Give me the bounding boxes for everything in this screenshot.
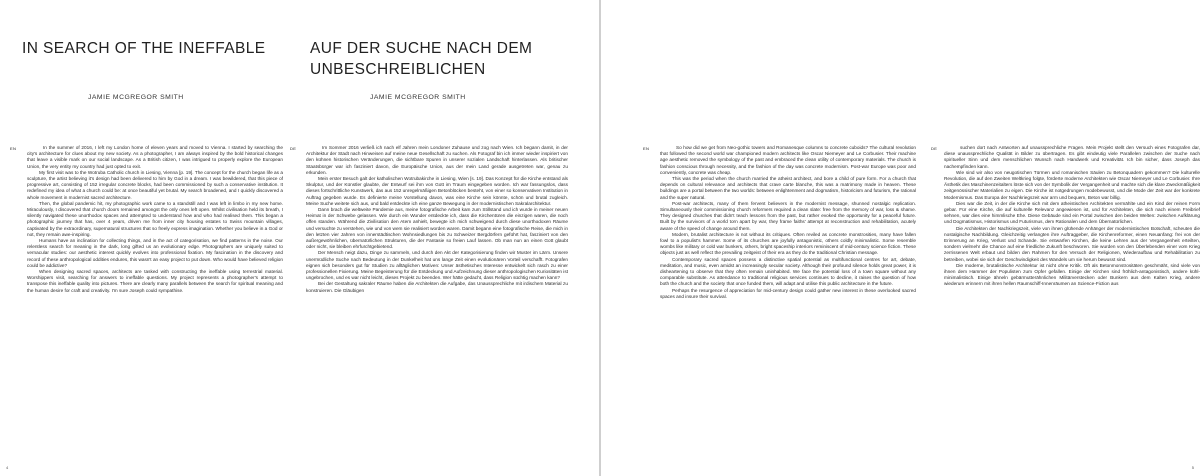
paragraph: Die Architekten der Nachkriegszeit, viele von ihnen glühende Anhänger der modernistischen Botschaft, scheuten die nostalgische Nachbildung. Gleichzeitig verlangten ihre Auftraggeber, die Kirchenreformer, einen Neuanfang: frei von der Erinnerung an Krieg, Verlust und Schande. Sie entwarfen Kirchen, die keine Lehren aus der Vergangenheit erteilten, sondern vielmehr die Chance auf eine friedliche Zukunft beschworen. Sie wurden von den Überlebenden einer vom Krieg zerrissenen Welt erbaut und bilden den Rahmen für den Versuch der Religionen, Wiederaufbau und Rehabilitation zu betreiben, wobei sie sich der Geschwindigkeit des Wandels um sie herum bewusst sind. xyxy=(944,225,1200,262)
german-text-column xyxy=(944,145,1200,445)
author-german: JAMIE MCGREGOR SMITH xyxy=(370,94,466,101)
paragraph: Humans have an inclination for collecting things, and in the act of categorisation, we find patterns in the noise. Our relentless search for meaning in the dark, long gifted us an evolutionary edge. Photographers are uniquely suited to vernacular studies: our aesthetic interest quickly evolves into professional fixation. My fascination in the discovery and record of these anthropological oddities endures, this wasn't an easy project to put down. Who would have believed religion could be addictive? xyxy=(27,238,283,268)
paragraph: Die moderne, brutalistische Architektur ist nicht ohne Kritik. Oft als Betonmonstrositäten geschmäht, sind viele von ihnen dem Hammer der Populisten zum Opfer gefallen. Einige der Kirchen sind fröhlich-antagonistisch, andere kühl-minimalistisch. Einige ähneln gebärmutterähnlichen Militärverstecken oder Bunkern aus dem Kalten Krieg, andere wiederum erinnern mit ihren hellen Raumschiff-Innenräumen an Science-Fiction aus xyxy=(944,262,1200,287)
paragraph: Dies war die Zeit, in der die Kirche sich mit dem atheistischen Architekten vermählte und ein Kind der reinen Form gebar. Für eine Kirche, die auf kulturelle Relevanz angewiesen ist, und für Architekten, die sich nach einem Freibrief sehnen, war dies eine himmlische Ehe. Diese Gebäude sind ein Portal zwischen den beiden Welten: zwischen Aufklärung und Dogmatismus, Historismus und Futurismus, dem Rationalen und dem Übernatürlichen. xyxy=(944,200,1200,225)
left-page xyxy=(0,0,599,476)
paragraph: Mein erster Besuch galt der katholischen Wotrubakirche in Liesing, Wien [s. 19]. Das Konzept für die Kirche entstand als Skulptur, und der Künstler glaubte, der Entwurf sei ihm von Gott im Traum eingegeben worden. Ich war fassungslos, dass dieses fortschrittliche Kunstwerk, das aus 152 unregelmäßigen Betonblöcken besteht, von einer so konservativen Institution in Auftrag gegeben wurde. Es definierte meine Vorstellung davon, was eine Kirche sein könnte, schön und brutal zugleich. Meine Suche weitete sich aus, und bald entdeckte ich eine ganze Bewegung in der modernistischen Sakralarchitektur. xyxy=(306,176,568,206)
language-marker-en: EN xyxy=(10,146,17,151)
english-text-column xyxy=(27,145,283,445)
paragraph: Der Mensch neigt dazu, Dinge zu sammeln, und durch den Akt der Kategorisierung finden wir Muster im Lärm. Unsere unermüdliche Suche nach Bedeutung in der Dunkelheit hat uns lange Zeit einen evolutionären Vorteil verschafft. Fotografen eignen sich besonders gut für Studien zu alltäglichen Motiven: Unser ästhetisches Interesse entwickelt sich rasch zu einer professionellen Fixierung. Meine Begeisterung für die Entdeckung und Aufzeichnung dieser anthropologischen Kuriositäten ist ungebrochen, und es war nicht leicht, dieses Projekt zu beenden. Wer hätte gedacht, dass Religion süchtig machen kann? xyxy=(306,250,568,281)
page-number: 5 xyxy=(1191,465,1194,470)
english-text-column xyxy=(660,145,916,445)
paragraph: Wie sind wir also von neugotischen Türmen und romanischen Säulen zu Betonquadern gekommen? Die kulturelle Revolution, die auf den Zweiten Weltkrieg folgte, förderte moderne Architekten wie Oscar Niemeyer und Le Corbusier. Ihre Ästhetik des Maschinenzeitalters löste sich von der Symbolik der Vergangenheit und machte sich die klare Zweckmäßigkeit zeitgenössischer Materialien zu eigen. Die Kirche ist notgedrungen modebewusst, und die Mode der Zeit war der konkrete Modernismus. Das Europa der Nachkriegszeit war arm und bequem, Beton war billig. xyxy=(944,169,1200,200)
language-marker-de: DE xyxy=(931,146,938,151)
paragraph: This was the period when the church married the atheist architect, and bore a child of pure form. For a church that depends on cultural relevance and architects that crave carte blanche, this was a matrimony made in heaven. These buildings are a portal between the two worlds: between enlightenment and dogmatism, historicism and futurism, the rational and the super natural. xyxy=(660,176,916,200)
german-text-column xyxy=(306,145,568,445)
paragraph: When designing sacred spaces, architects are tasked with constructing the ineffable using terrestrial material. Worshippers visit, searching for answers to ineffable questions. My project represents a photographer's attempt to transpose this ineffable quality into pictures. There are clearly many parallels between the search for spiritual meaning and the human desire for craft and creativity. I'm sure Joseph could sympathise. xyxy=(27,269,283,293)
right-page xyxy=(601,0,1200,476)
author-english: JAMIE MCGREGOR SMITH xyxy=(88,94,184,101)
paragraph: Post-war architects, many of them fervent believers in the modernist message, shunned nostalgic replication. Simultaneously their commissioning church reformers required a clean slate: free from the memory of war, loss & shame. They designed churches that didn't teach lessons from the past, but rather evoked the opportunity for a peaceful future. Built by the survivors of a world torn apart by war, they frame faiths' attempt at reconstruction and rehabilitation, acutely aware of the speed of change around them. xyxy=(660,200,916,231)
paragraph: Then, the global pandemic hit, my photographic work came to a standstill and I was left in limbo in my new home. Miraculously, I discovered that church doors remained amongst the only ones left open. Whilst civilisation held its breath, I silently navigated these unorthodox spaces and attempted to understand how and who had realised them. This began a photographic journey that has, over 4 years, driven me from inner city housing estates to Swiss mountain villages, captivated by the extraordinary, supernatural structures that so freely express imagination. Whether you believe in a God or not, they remain awe-inspiring. xyxy=(27,200,283,237)
paragraph: Im Sommer 2016 verließ ich nach elf Jahren mein Londoner Zuhause und zog nach Wien. Ich begann damit, in der Architektur der Stadt nach Hinweisen auf meine neue Gesellschaft zu suchen. Als Fotograf bin ich immer wieder inspiriert von den kühnen historischen Veränderungen, die sichtbare Spuren in unserer sozialen Landschaft hinterlassen. Als britischer Staatsbürger war ich fasziniert davon, die Europäische Union, aus der mein Land gerade ausgetreten war, genau zu erkunden. xyxy=(306,145,568,175)
paragraph: So how did we get from Neo-gothic towers and Romanesque columns to concrete cuboids? The cultural revolution that followed the second world war championed modern architects like Oscar Niemeyer and Le Corbusier. Their machine age aesthetic removed the symbology of the past and embraced the clean utility of contemporary materials. The church is fashion conscious through necessity, and the fashion of the day was concrete modernism. Post-war Europe was poor and conveniently, concrete was cheap. xyxy=(660,145,916,175)
language-marker-en: EN xyxy=(643,146,650,151)
paragraph: Perhaps the resurgence of appreciation for mid-century design could gather new interest in these overlooked sacred spaces and insure their survival. xyxy=(660,287,916,299)
title-german: AUF DER SUCHE NACH DEM UNBESCHREIBLICHEN xyxy=(310,40,533,78)
paragraph: Bei der Gestaltung sakraler Räume haben die Architekten die Aufgabe, das Unaussprechliche mit irdischem Material zu konstruieren. Die Gläubigen xyxy=(306,281,568,293)
paragraph: Contemporary sacred spaces possess a distinctive spatial potential as multifunctional centres for art, debate, meditation, and music, even amidst an increasingly secular society. Although their profound silence holds great power, it is disheartening to observe that they often remain uninhabited. We face the potential loss of a town square without any comparable substitute. As attendance to traditional religious services continues to decline, it raises the question of how both the church and the society that once funded them, will adapt and utilise this public architecture in the future. xyxy=(660,256,916,287)
paragraph: In the summer of 2016, I left my London home of eleven years and moved to Vienna. I started by searching the city's architecture for clues about my new society. As a photographer, I am always inspired by the bold historical changes that leave a visible mark on our social landscape. As a British citizen, I was intrigued to properly explore the European Union, the very entity my country had just opted to exit. xyxy=(27,145,283,169)
paragraph: Dann brach die weltweite Pandemie aus, meine fotografische Arbeit kam zum Stillstand und ich wurde in meiner neuen Heimat in der Schwebe gelassen. Wie durch ein Wunder entdeckte ich, dass die Kirchentüren die einzigen waren, die noch offen standen. Während die Zivilisation den Atem anhielt, bewegte ich mich schweigend durch diese unorthodoxen Räume und versuchte zu verstehen, wie und von wem sie realisiert worden waren. Damit begann eine fotografische Reise, die mich in den letzten vier Jahren von innerstädtischen Wohnsiedlungen bis zu Schweizer Bergdörfern geführt hat, fasziniert von den außergewöhnlichen, übernatürlichen Strukturen, die der Fantasie so freien Lauf lassen. Ob man nun an einen Gott glaubt oder nicht, sie bleiben ehrfurchtgebietend. xyxy=(306,207,568,250)
page-number: 4 xyxy=(6,465,9,470)
language-marker-de: DE xyxy=(290,146,297,151)
paragraph: suchen dort nach Antworten auf unaussprechliche Fragen. Mein Projekt stellt den Versuch eines Fotografen dar, diese unaussprechliche Qualität in Bilder zu übertragen. Es gibt eindeutig viele Parallelen zwischen der Suche nach spiritueller Sinn und dem menschlichen Wunsch nach Handwerk und Kreativität. Ich bin sicher, dass Joseph das nachempfinden kann. xyxy=(944,145,1200,169)
paragraph: Modern, brutalist architecture is not without its critiques. Often reviled as concrete monstrosities, many have fallen fowl to a populist's hammer. Some of its churches are joyfully antagonistic, others coldly minimalistic. Some resemble wombs like military or cold war bunkers, others, bright spaceship interiors reminiscent of mid-century science fiction. These objects just as well reflect the prevailing zeitgeist of their era as they do the traditional Christian message. xyxy=(660,231,916,256)
paragraph: My first visit was to the Wotruba Catholic church in Liesing, Vienna [p. 19]. The concept for the church began life as a sculpture, the artist believing it's design had been delivered to him by God in a dream. I was bewildered, that this piece of progressive art, consisting of 152 irregular concrete blocks, had been commissioned by such a conservative institution. It redefined my idea of what a church could be: at once beautiful yet brutal. My search broadened, and I quickly discovered a whole movement in modernist sacred architecture. xyxy=(27,169,283,200)
title-english: IN SEARCH OF THE INEFFABLE xyxy=(22,40,266,57)
